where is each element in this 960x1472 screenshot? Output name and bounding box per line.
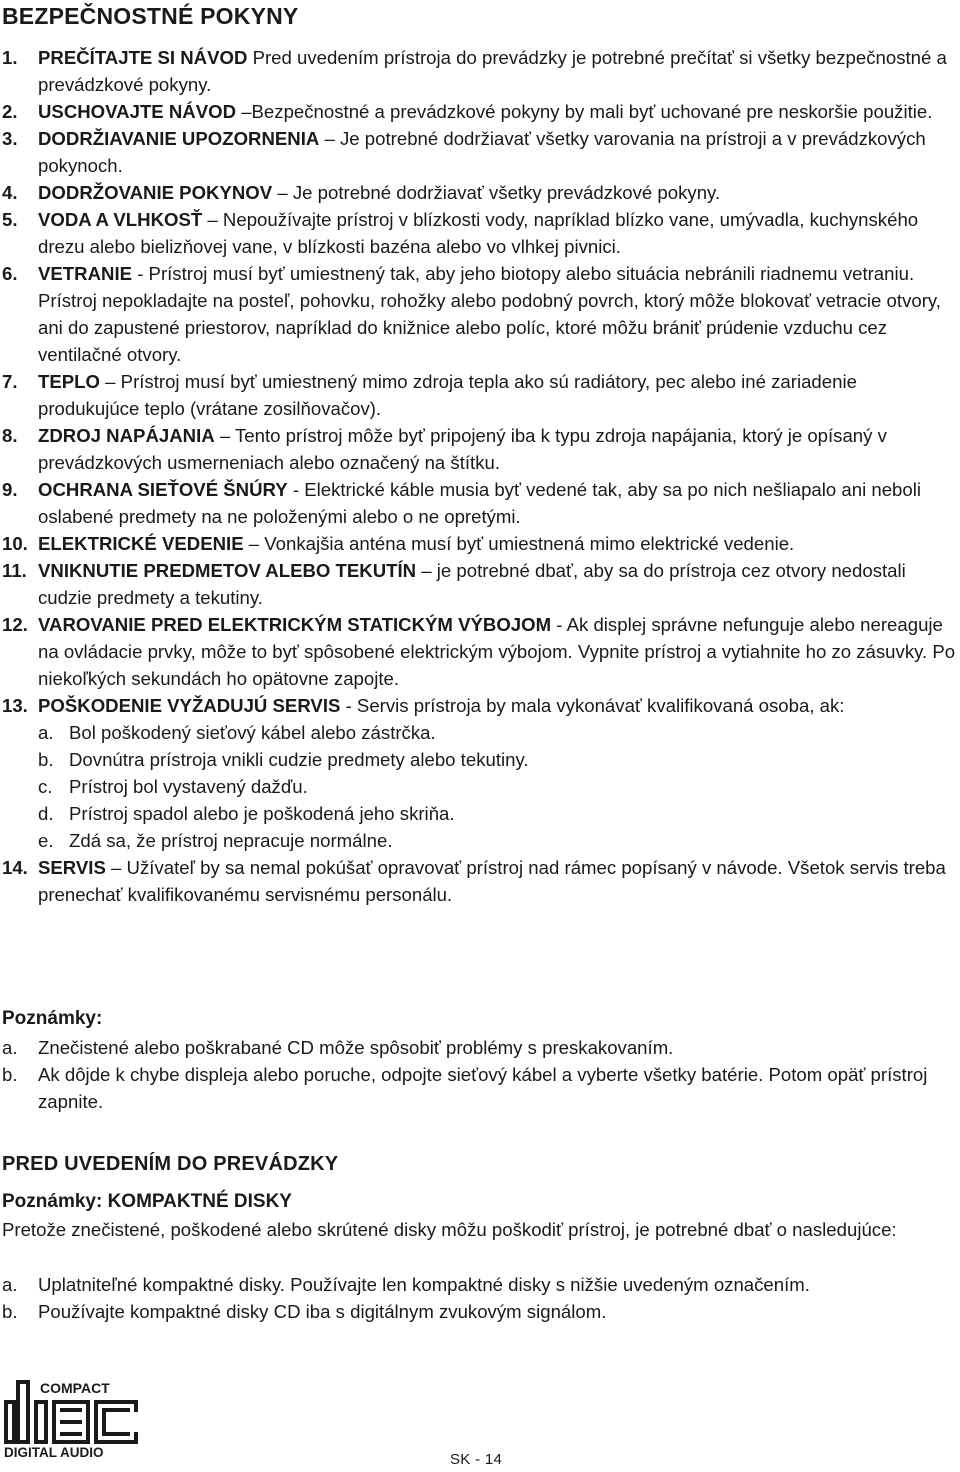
item-title: USCHOVAJTE NÁVOD [38, 101, 237, 122]
logo-i-inner [38, 1404, 44, 1440]
item-title: OCHRANA SIEŤOVÉ ŠNÚRY [38, 479, 288, 500]
item-text: – Tento prístroj môže byť pripojený iba k typu zdroja napájania, ktorý je opísaný v prevádzkových usmerneniach alebo označený na štítku. [38, 425, 887, 473]
sub-item [38, 773, 958, 800]
sub-item [38, 827, 958, 854]
note-text: Ak dôjde k chybe displeja alebo poruche, odpojte sieťový kábel a vyberte všetky batérie. Potom opäť prístroj zapnite. [38, 1064, 928, 1112]
item-text: - Ak displej správne nefunguje alebo nereaguje na ovládacie prvky, môže to byť spôsobené elektrickým výbojom. Vypnite prístroj a vytiahnite ho zo zásuvky. Po niekoľkých sekundách ho opätovne zapojte. [38, 614, 956, 689]
note-letter: b. [2, 1064, 18, 1085]
compact-disc-logo [2, 1378, 142, 1458]
sub-item-letter: c. [38, 776, 53, 797]
cd-note-letter: a. [2, 1274, 18, 1295]
item-title: VAROVANIE PRED ELEKTRICKÝM STATICKÝM VÝBOJOM [38, 614, 552, 635]
section-subtitle: Poznámky: KOMPAKTNÉ DISKY [2, 1191, 292, 1212]
item-title: PREČÍTAJTE SI NÁVOD [38, 47, 248, 68]
cd-note-text: Používajte kompaktné disky CD iba s digitálnym zvukovým signálom. [38, 1301, 607, 1322]
item-number: 5. [2, 209, 18, 230]
item-number: 10. [2, 533, 28, 554]
note-item [0, 1034, 958, 1061]
logo-s-line [60, 1420, 82, 1424]
cd-note-item [0, 1298, 958, 1325]
sub-item-letter: d. [38, 803, 54, 824]
notes-title: Poznámky: [2, 1008, 103, 1029]
sub-item [38, 746, 958, 773]
item-text: – Užívateľ by sa nemal pokúšať opravovať prístroj nad rámec popísaný v návode. Všetok servis treba prenechať kvalifikovanému servisnému personálu. [38, 857, 946, 905]
item-number: 13. [2, 695, 28, 716]
list-item [0, 422, 958, 476]
list-item [0, 368, 958, 422]
section-intro: Pretože znečistené, poškodené alebo skrútené disky môžu poškodiť prístroj, je potrebné dbať o nasledujúce: [2, 1219, 897, 1240]
item-number: 8. [2, 425, 18, 446]
item-text: - Servis prístroja by mala vykonávať kvalifikovaná osoba, ak: [345, 695, 845, 716]
item-title: TEPLO [38, 371, 100, 392]
logo-d-counter [8, 1404, 12, 1440]
sub-item-letter: b. [38, 749, 54, 770]
item-number: 6. [2, 263, 18, 284]
item-text: – je potrebné dbať, aby sa do prístroja cez otvory nedostali cudzie predmety a tekutiny. [38, 560, 906, 608]
item-number: 9. [2, 479, 18, 500]
list-item [0, 854, 958, 908]
list-item [0, 125, 958, 179]
item-title: ELEKTRICKÉ VEDENIE [38, 533, 244, 554]
page-number: SK - 14 [450, 1451, 503, 1468]
sub-item-text: Prístroj bol vystavený dažďu. [69, 776, 308, 797]
item-number: 7. [2, 371, 18, 392]
sub-item-text: Zdá sa, že prístroj nepracuje normálne. [69, 830, 393, 851]
item-text: - Elektrické káble musia byť vedené tak, aby sa po nich nešliapalo ani neboli oslabené predmety na ne položenými alebo o ne opretými. [38, 479, 922, 527]
logo-c-opening [106, 1412, 138, 1432]
item-number: 3. [2, 128, 18, 149]
list-item [0, 476, 958, 530]
item-text: – Je potrebné dodržiavať všetky prevádzkové pokyny. [277, 182, 721, 203]
page-title: BEZPEČNOSTNÉ POKYNY [2, 3, 299, 29]
item-text: –Bezpečnostné a prevádzkové pokyny by mali byť uchované pre neskoršie použitie. [241, 101, 933, 122]
note-item [0, 1061, 958, 1115]
item-text: – Prístroj musí byť umiestnený mimo zdroja tepla ako sú radiátory, pec alebo iné zariadenie produkujúce teplo (vrátane zosilňovačov). [38, 371, 857, 419]
list-item [0, 44, 958, 98]
item-title: ZDROJ NAPÁJANIA [38, 425, 215, 446]
sub-item-letter: a. [38, 722, 54, 743]
item-number: 2. [2, 101, 18, 122]
item-text: - Prístroj musí byť umiestnený tak, aby jeho biotopy alebo situácia nebránili riadnemu vetraniu. Prístroj nepokladajte na posteľ, pohovku, rohožky alebo podobný povrch, ktorý môže blokovať vetracie otvory, ani do zapustené priestorov, napríklad do knižnice alebo políc, ktoré môžu brániť prúdenie vzduchu cez ventilačné otvory. [38, 263, 941, 365]
list-item [0, 98, 958, 125]
item-title: VODA A VLHKOSŤ [38, 209, 203, 230]
list-item [0, 530, 958, 557]
sub-item-text: Dovnútra prístroja vnikli cudzie predmety alebo tekutiny. [69, 749, 529, 770]
item-number: 1. [2, 47, 18, 68]
sub-item [38, 719, 958, 746]
item-text: Pred uvedením prístroja do prevádzky je potrebné prečítať si všetky bezpečnostné a prevádzkové pokyny. [38, 47, 947, 95]
list-item [0, 557, 958, 611]
note-letter: a. [2, 1037, 18, 1058]
sub-item [38, 800, 958, 827]
cd-note-letter: b. [2, 1301, 18, 1322]
logo-s-line [60, 1408, 82, 1412]
cd-notes-list [0, 1271, 958, 1325]
logo-top-text: COMPACT [40, 1380, 110, 1396]
logo-d-stem-inner [20, 1384, 26, 1440]
logo-s-line [60, 1432, 82, 1436]
logo-bottom-text: DIGITAL AUDIO [4, 1445, 104, 1458]
safety-instructions-list [0, 44, 958, 908]
cd-note-text: Uplatniteľné kompaktné disky. Používajte len kompaktné disky s nižšie uvedeným označením. [38, 1274, 810, 1295]
sub-item-text: Prístroj spadol alebo je poškodená jeho skriňa. [69, 803, 455, 824]
item-title: VNIKNUTIE PREDMETOV ALEBO TEKUTÍN [38, 560, 417, 581]
item-title: SERVIS [38, 857, 106, 878]
item-number: 11. [2, 560, 27, 581]
item-text: – Nepoužívajte prístroj v blízkosti vody, napríklad blízko vane, umývadla, kuchynského drezu alebo bielizňovej vane, v blízkosti bazéna alebo vo vlhkej pivnici. [38, 209, 919, 257]
item-title: DODRŽOVANIE POKYNOV [38, 182, 273, 203]
item-text: – Je potrebné dodržiavať všetky varovania na prístroji a v prevádzkových pokynoch. [38, 128, 926, 176]
note-text: Znečistené alebo poškrabané CD môže spôsobiť problémy s preskakovaním. [38, 1037, 674, 1058]
item-title: POŠKODENIE VYŽADUJÚ SERVIS [38, 695, 341, 716]
list-item [0, 692, 958, 854]
sub-item-letter: e. [38, 830, 54, 851]
list-item [0, 206, 958, 260]
item-number: 12. [2, 614, 28, 635]
section-title: PRED UVEDENÍM DO PREVÁDZKY [2, 1153, 339, 1175]
item-title: DODRŽIAVANIE UPOZORNENIA [38, 128, 320, 149]
sub-item-text: Bol poškodený sieťový kábel alebo zástrčka. [69, 722, 436, 743]
notes-list [0, 1034, 958, 1115]
list-item [0, 260, 958, 368]
list-item [0, 179, 958, 206]
item-text: – Vonkajšia anténa musí byť umiestnená mimo elektrické vedenie. [248, 533, 795, 554]
item-title: VETRANIE [38, 263, 133, 284]
cd-note-item [0, 1271, 958, 1298]
item-number: 14. [2, 857, 28, 878]
list-item [0, 611, 958, 692]
item-number: 4. [2, 182, 18, 203]
